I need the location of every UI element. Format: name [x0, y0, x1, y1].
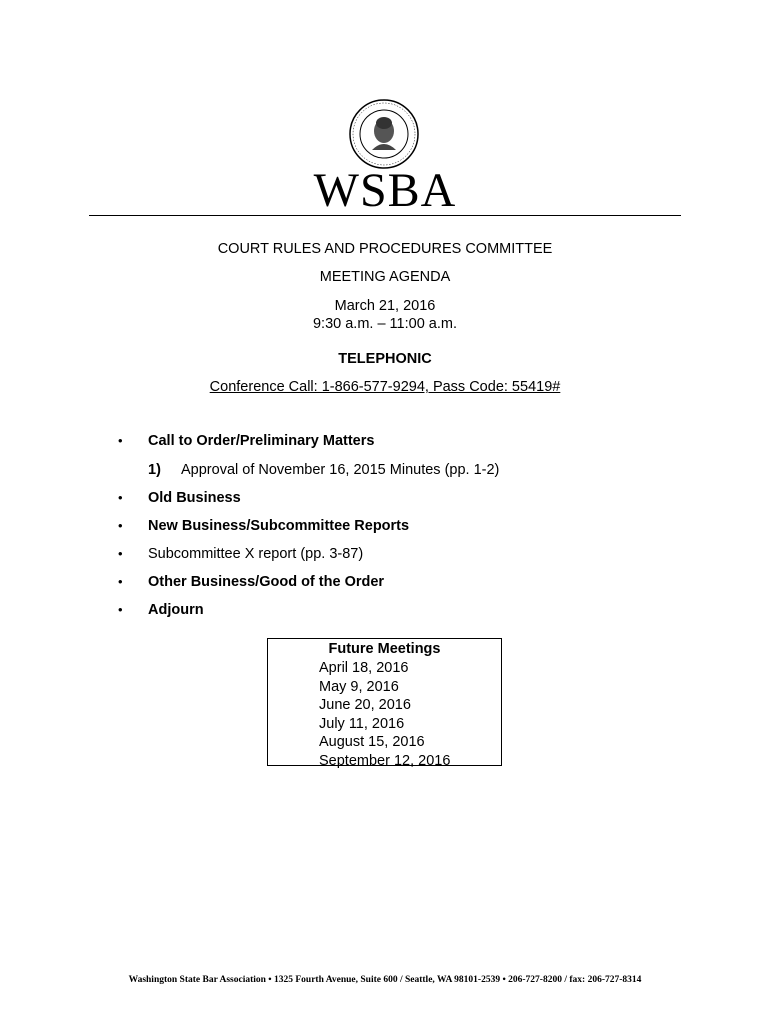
document-subtitle: MEETING AGENDA	[319, 269, 451, 285]
agenda-item-label: Adjourn	[148, 602, 204, 618]
meeting-date-item: May 9, 2016	[319, 678, 399, 695]
wsba-logo-text: WSBA	[313, 164, 457, 217]
conference-call-info: Conference Call: 1-866-577-9294, Pass Code: 55419#	[209, 379, 561, 395]
meeting-format: TELEPHONIC	[338, 351, 432, 367]
subitem-label: Approval of November 16, 2015 Minutes (pp. 1-2)	[181, 462, 500, 478]
meeting-date-item: September 12, 2016	[319, 752, 451, 769]
bullet-icon: •	[118, 602, 123, 617]
meeting-date-item: August 15, 2016	[319, 734, 425, 751]
bullet-icon: •	[118, 546, 123, 561]
agenda-item-label: Other Business/Good of the Order	[148, 574, 385, 590]
future-meetings-heading: Future Meetings	[328, 641, 441, 657]
footer-address: Washington State Bar Association • 1325 Fourth Avenue, Suite 600 / Seattle, WA 98101-2539 • 206-727-8200 / fax: 206-727-8314	[128, 975, 642, 985]
meeting-date-item: June 20, 2016	[319, 697, 411, 714]
subitem-number: 1)	[148, 462, 161, 478]
future-meetings-box	[267, 638, 502, 769]
wsba-seal-icon	[348, 98, 420, 170]
agenda-item-label: New Business/Subcommittee Reports	[148, 518, 410, 534]
committee-title: COURT RULES AND PROCEDURES COMMITTEE	[217, 241, 553, 257]
agenda-item-label: Call to Order/Preliminary Matters	[148, 433, 375, 449]
bullet-icon: •	[118, 574, 123, 589]
meeting-date: March 21, 2016	[334, 298, 436, 314]
agenda-item-label: Old Business	[148, 490, 241, 506]
future-meetings-list	[319, 659, 450, 771]
header-divider	[89, 215, 681, 216]
meeting-date-item: April 18, 2016	[319, 660, 409, 676]
bullet-icon: •	[118, 433, 123, 448]
meeting-time: 9:30 a.m. – 11:00 a.m.	[312, 316, 457, 332]
bullet-icon: •	[118, 518, 123, 533]
agenda-item-label: Subcommittee X report (pp. 3-87)	[148, 546, 364, 562]
bullet-icon: •	[118, 490, 123, 505]
meeting-date-item: July 11, 2016	[319, 715, 405, 732]
